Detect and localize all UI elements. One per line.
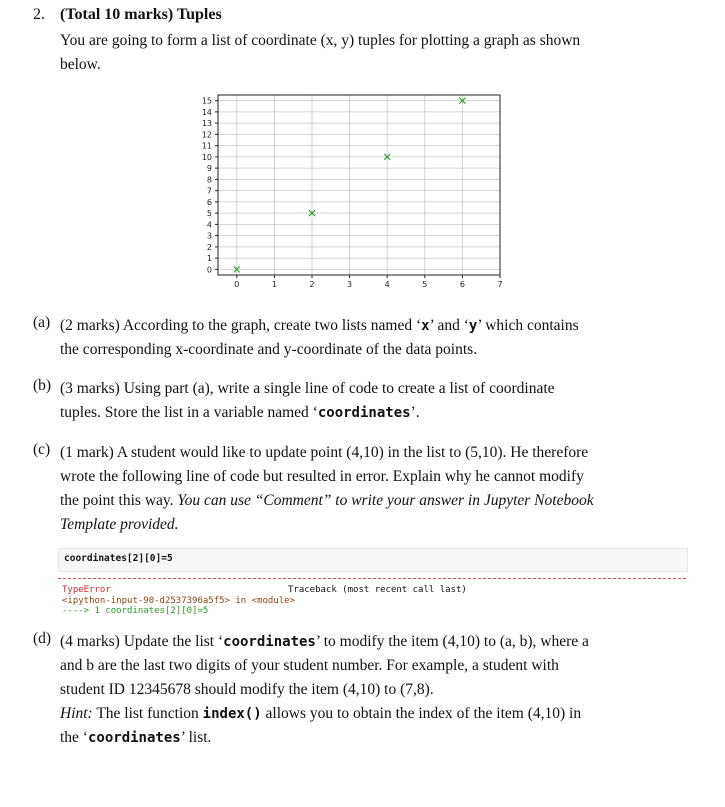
part-a-text — [60, 314, 680, 362]
part-a-text-1: (2 marks) According to the graph, create two lists named ‘ — [60, 317, 422, 334]
part-d-text-1: (4 marks) Update the list ‘ — [60, 633, 224, 650]
part-b-line-1: (3 marks) Using part (a), write a single line of code to create a list of coordinate — [60, 380, 555, 397]
var-x: x — [421, 318, 430, 334]
x-tick-label: 0 — [234, 280, 240, 289]
error-divider — [58, 578, 686, 579]
x-tick-label: 3 — [347, 280, 353, 289]
part-c-italic-2: Template provided. — [60, 516, 179, 533]
intro-line-2: below. — [60, 56, 101, 73]
var-y: y — [468, 318, 478, 334]
part-c-text-1: the point this way. — [60, 492, 178, 509]
part-d-text-2: ’ to modify the item (4,10) to (a, b), where a — [315, 633, 589, 650]
y-tick-label: 4 — [206, 220, 212, 230]
part-b-label: (b) — [33, 377, 52, 394]
part-d-text-5a: the ‘ — [60, 729, 88, 746]
part-c-label: (c) — [33, 441, 51, 458]
x-tick-label: 4 — [384, 280, 390, 289]
part-a-text-3: ’ which contains — [477, 317, 579, 334]
question-number: 2. — [33, 6, 45, 23]
part-a-text-2: ’ and ‘ — [429, 317, 469, 334]
y-axis-ticks — [202, 97, 218, 275]
part-b-text-2: ’. — [410, 404, 420, 421]
var-coordinates: coordinates — [317, 405, 411, 421]
part-c-line-2: wrote the following line of code but resulted in error. Explain why he cannot modify — [60, 468, 584, 485]
x-tick-label: 1 — [271, 280, 277, 289]
y-tick-label: 6 — [206, 197, 212, 207]
intro-line-1: You are going to form a list of coordinate (x, y) tuples for plotting a graph as shown — [60, 32, 581, 49]
y-tick-label: 12 — [201, 130, 212, 140]
x-tick-label: 5 — [422, 280, 428, 289]
y-tick-label: 2 — [206, 242, 212, 252]
part-d-label: (d) — [33, 630, 52, 647]
part-d-line-3: student ID 12345678 should modify the item (4,10) to (7,8). — [60, 681, 434, 698]
part-a-line-2: the corresponding x-coordinate and y-coordinate of the data points. — [60, 341, 478, 358]
y-tick-label: 5 — [206, 209, 212, 219]
var-coordinates-d: coordinates — [223, 634, 316, 650]
y-tick-label: 1 — [206, 254, 212, 264]
x-tick-label: 7 — [497, 280, 503, 289]
traceback-header: Traceback (most recent call last) — [288, 585, 467, 595]
y-tick-label: 9 — [206, 164, 212, 174]
part-c-line-1: (1 mark) A student would like to update point (4,10) in the list to (5,10). He therefore — [60, 444, 589, 461]
hint-label: Hint: — [60, 705, 93, 722]
scatter-chart — [190, 90, 510, 290]
y-tick-label: 13 — [201, 119, 212, 129]
part-b-text-1: tuples. Store the list in a variable named ‘ — [60, 404, 318, 421]
y-tick-label: 7 — [206, 186, 212, 196]
question-intro — [60, 29, 670, 77]
question-title: (Total 10 marks) Tuples — [60, 6, 222, 23]
x-tick-label: 2 — [309, 280, 315, 289]
y-tick-label: 11 — [201, 141, 212, 151]
part-d-text-5b: ’ list. — [180, 729, 212, 746]
part-d-line-2: and b are the last two digits of your student number. For example, a student with — [60, 657, 559, 674]
part-a-label: (a) — [33, 314, 51, 331]
x-axis-ticks — [234, 275, 502, 289]
part-c-italic-1: You can use “Comment” to write your answer in Jupyter Notebook — [177, 492, 594, 509]
cell-code: coordinates[2][0]=5 — [64, 553, 173, 564]
part-c-text — [60, 441, 685, 537]
y-tick-label: 3 — [206, 231, 212, 241]
y-tick-label: 14 — [201, 107, 212, 117]
y-tick-label: 8 — [206, 175, 212, 185]
plot-frame — [218, 95, 500, 275]
y-tick-label: 0 — [206, 265, 212, 275]
error-location: <ipython-input-90-d2537396a5f5> in <module> — [62, 596, 295, 606]
chart-grid — [218, 95, 500, 275]
y-tick-label: 10 — [201, 152, 212, 162]
var-coordinates-d2: coordinates — [87, 730, 181, 746]
error-type: TypeError — [62, 585, 111, 595]
hint-text-2: allows you to obtain the index of the item (4,10) in — [261, 705, 582, 722]
hint-code: index() — [202, 706, 262, 722]
error-line: ----> 1 coordinates[2][0]=5 — [62, 606, 209, 616]
x-tick-label: 6 — [459, 280, 465, 289]
part-b-text — [60, 377, 680, 425]
hint-text-1: The list function — [92, 705, 203, 722]
part-d-text — [60, 630, 685, 750]
y-tick-label: 15 — [201, 96, 212, 106]
